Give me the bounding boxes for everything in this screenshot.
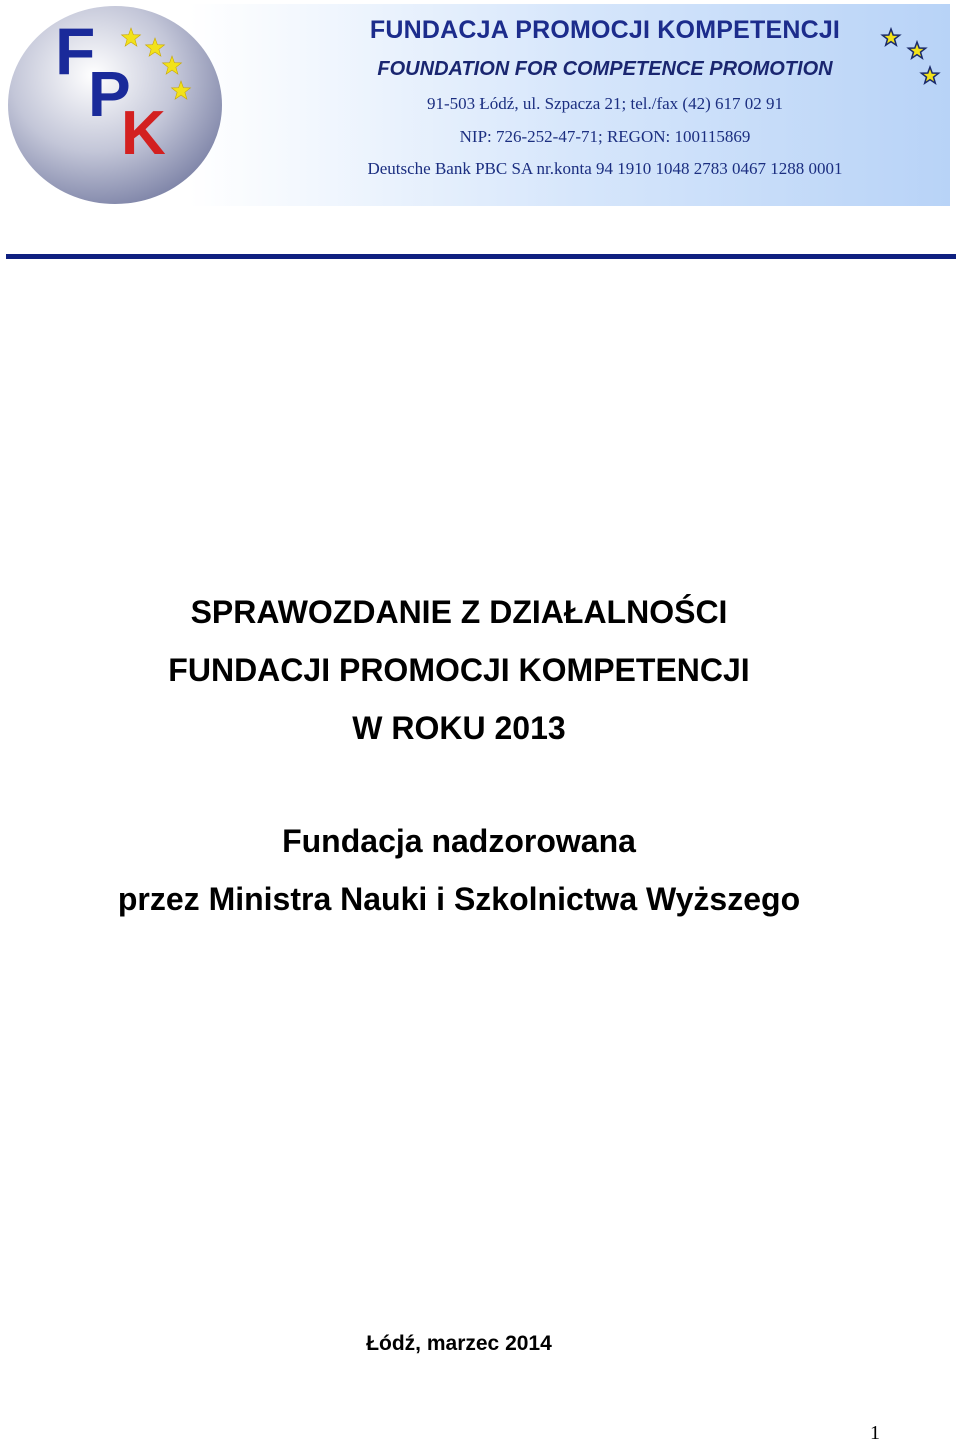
place-and-date: Łódź, marzec 2014 — [366, 1332, 552, 1355]
logo-letter-p: P — [88, 58, 131, 130]
star-outline-icon — [882, 29, 899, 45]
header-divider — [6, 254, 956, 259]
supervision-line: przez Ministra Nauki i Szkolnictwa Wyższego — [117, 881, 801, 917]
supervision-note — [0, 812, 918, 928]
star-outline-icon — [921, 67, 938, 83]
star-outline-icon — [908, 42, 925, 58]
logo-letter-f: F — [55, 14, 96, 88]
registration-ids-line: NIP: 726-252-47-71; REGON: 100115869 — [459, 127, 751, 146]
logo-letter-k: K — [121, 99, 166, 168]
bank-account-line: Deutsche Bank PBC SA nr.konta 94 1910 1048 2783 0467 1288 0001 — [367, 159, 843, 178]
address-line: 91-503 Łódź, ul. Szpacza 21; tel./fax (42) 617 02 91 — [427, 94, 783, 113]
org-name: FUNDACJA PROMOCJI KOMPETENCJI — [369, 16, 841, 44]
decorative-stars — [876, 24, 946, 90]
org-name-english: FOUNDATION FOR COMPETENCE PROMOTION — [377, 58, 833, 80]
page-number: 1 — [870, 1422, 880, 1444]
fpk-logo — [5, 4, 223, 206]
supervision-line: Fundacja nadzorowana — [282, 823, 636, 859]
report-title-line: SPRAWOZDANIE Z DZIAŁALNOŚCI — [190, 594, 728, 630]
report-title — [0, 583, 918, 757]
report-title-line: W ROKU 2013 — [352, 710, 566, 746]
report-title-line: FUNDACJI PROMOCJI KOMPETENCJI — [168, 652, 750, 688]
